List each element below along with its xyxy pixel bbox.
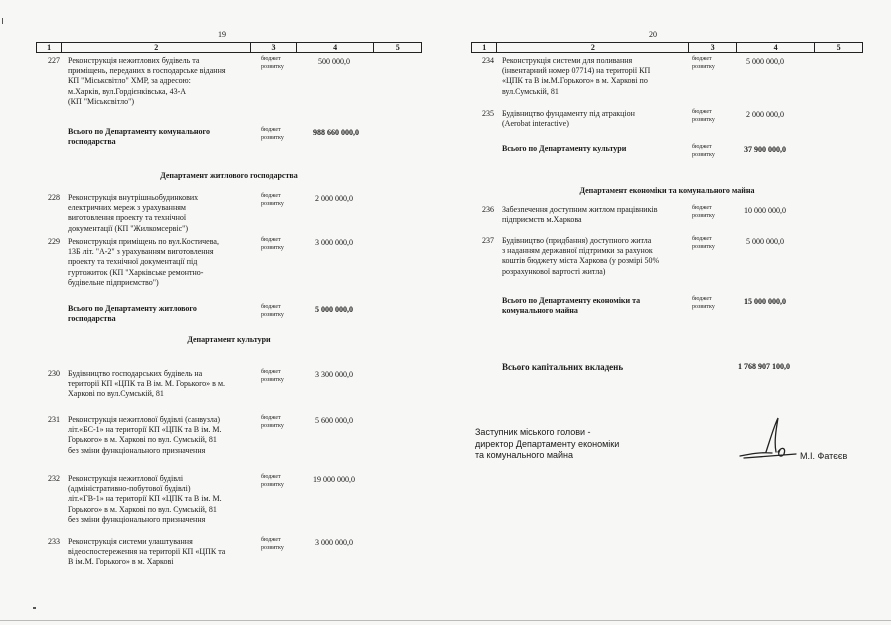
- col-3-header: 3: [689, 43, 737, 53]
- col-2-header: 2: [62, 43, 251, 53]
- row-funding-source: бюджет розвитку: [261, 193, 284, 207]
- row-amount: 19 000 000,0: [313, 475, 355, 484]
- subtotal-amount: 37 900 000,0: [744, 145, 786, 154]
- row-description: Забезпечення доступним житлом працівників підприємств м.Харкова: [502, 205, 658, 225]
- row-number: 232: [48, 474, 60, 483]
- row-amount: 3 000 000,0: [315, 538, 353, 547]
- row-description: Реконструкція приміщень по вул.Костичева, 13Б літ. "А-2" з урахуванням виготовлення проекту та технічної документації під гуртожиток (КП "Харківське ремонтно- будівельне підприємство"): [68, 237, 219, 287]
- row-number: 234: [482, 56, 494, 65]
- signatory-title: Заступник міського голови - директор Департаменту економіки та комунального майна: [475, 427, 620, 460]
- row-description: Реконструкція внутрішньобудинкових електричних мереж з урахуванням виготовлення проекту та технічної документації (КП "Жилкомсервіс"): [68, 193, 199, 233]
- handwritten-signature: [736, 412, 800, 464]
- scan-bottom-edge: [0, 620, 891, 621]
- page-number-left: 19: [218, 30, 226, 39]
- row-amount: 3 000 000,0: [315, 238, 353, 247]
- row-amount: 5 000 000,0: [746, 57, 784, 66]
- col-1-header: 1: [472, 43, 497, 53]
- subtotal-amount: 5 000 000,0: [315, 305, 353, 314]
- row-funding-source: бюджет розвитку: [692, 236, 715, 250]
- row-number: 230: [48, 369, 60, 378]
- row-description: Реконструкція нежитлової будівлі (санвузла) літ.«БС-1» на території КП «ЦПК та В ім. М. Горького» в м. Харкові по вул. Сумській, 81 без зміни функціонального призначення: [68, 415, 222, 455]
- column-header-left: [36, 42, 422, 53]
- subtotal-amount: 988 660 000,0: [313, 128, 359, 137]
- row-description: Реконструкція системи улаштування відеоспостереження на території КП «ЦПК та В ім.М. Горького» в м. Харкові: [68, 537, 226, 567]
- row-number: 229: [48, 237, 60, 246]
- row-description: Реконструкція системи для поливання (інвентарний номер 07714) на території КП «ЦПК та В ім.М.Горького» в м. Харкові по вул.Сумській, 81: [502, 56, 651, 96]
- row-amount: 500 000,0: [318, 57, 350, 66]
- row-amount: 5 000 000,0: [746, 237, 784, 246]
- subtotal-funding-source: бюджет розвитку: [692, 144, 715, 158]
- col-4-header: 4: [737, 43, 815, 53]
- subtotal-funding-source: бюджет розвитку: [261, 304, 284, 318]
- subtotal-label: Всього по Департаменту економіки та комунального майна: [502, 296, 641, 316]
- section-heading: Департамент житлового господарства: [160, 171, 298, 180]
- row-number: 237: [482, 236, 494, 245]
- col-2-header: 2: [497, 43, 689, 53]
- row-amount: 5 600 000,0: [315, 416, 353, 425]
- row-funding-source: бюджет розвитку: [692, 56, 715, 70]
- row-funding-source: бюджет розвитку: [261, 56, 284, 70]
- grand-total-amount: 1 768 907 100,0: [738, 362, 790, 371]
- signatory-name: М.І. Фатєєв: [800, 451, 848, 461]
- row-amount: 2 000 000,0: [315, 194, 353, 203]
- row-description: Реконструкція нежитлових будівель та приміщень, переданих в господарське відання КП "Міськсвітло" ХМР, за адресою: м.Харків, вул.Гордієнківська, 43-А (КП "Міськсвітло"): [68, 56, 226, 106]
- subtotal-label: Всього по Департаменту культури: [502, 144, 627, 153]
- col-5-header: 5: [374, 43, 422, 53]
- scan-dot: [33, 607, 36, 609]
- row-amount: 3 300 000,0: [315, 370, 353, 379]
- page-number-right: 20: [649, 30, 657, 39]
- row-funding-source: бюджет розвитку: [261, 237, 284, 251]
- row-funding-source: бюджет розвитку: [261, 474, 284, 488]
- subtotal-funding-source: бюджет розвитку: [692, 296, 715, 310]
- col-4-header: 4: [296, 43, 374, 53]
- section-heading: Департамент економіки та комунального майна: [579, 186, 755, 195]
- column-header-right: [471, 42, 863, 53]
- subtotal-label: Всього по Департаменту житлового господарства: [68, 304, 197, 324]
- row-funding-source: бюджет розвитку: [261, 537, 284, 551]
- col-1-header: 1: [37, 43, 62, 53]
- col-5-header: 5: [815, 43, 863, 53]
- subtotal-funding-source: бюджет розвитку: [261, 127, 284, 141]
- row-number: 233: [48, 537, 60, 546]
- subtotal-amount: 15 000 000,0: [744, 297, 786, 306]
- subtotal-label: Всього по Департаменту комунального господарства: [68, 127, 210, 147]
- row-number: 236: [482, 205, 494, 214]
- row-description: Реконструкція нежитлової будівлі (адміністративно-побутової будівлі) літ.«ГВ-1» на території КП «ЦПК та В ім. М. Горького» в м. Харкові по вул. Сумській, 81 без зміни функціонального призначення: [68, 474, 222, 524]
- row-number: 227: [48, 56, 60, 65]
- row-funding-source: бюджет розвитку: [261, 415, 284, 429]
- row-amount: 2 000 000,0: [746, 110, 784, 119]
- scan-edge-mark: [2, 18, 3, 24]
- row-number: 228: [48, 193, 60, 202]
- row-number: 235: [482, 109, 494, 118]
- row-funding-source: бюджет розвитку: [261, 369, 284, 383]
- row-description: Будівництво фундаменту під атракціон (Aerobat interactive): [502, 109, 635, 129]
- col-3-header: 3: [251, 43, 296, 53]
- row-number: 231: [48, 415, 60, 424]
- row-funding-source: бюджет розвитку: [692, 109, 715, 123]
- row-funding-source: бюджет розвитку: [692, 205, 715, 219]
- row-description: Будівництво (придбання) доступного житла з наданням державної підтримки за рахунок коштів бюджету міста Харкова (у розмірі 50% розрахункової вартості житла): [502, 236, 660, 276]
- section-heading: Департамент культури: [187, 335, 271, 344]
- row-description: Будівництво господарських будівель на території КП «ЦПК та В ім. М. Горького» в м. Харкові по вул.Сумській, 81: [68, 369, 226, 399]
- row-amount: 10 000 000,0: [744, 206, 786, 215]
- grand-total-label: Всього капітальних вкладень: [502, 362, 624, 372]
